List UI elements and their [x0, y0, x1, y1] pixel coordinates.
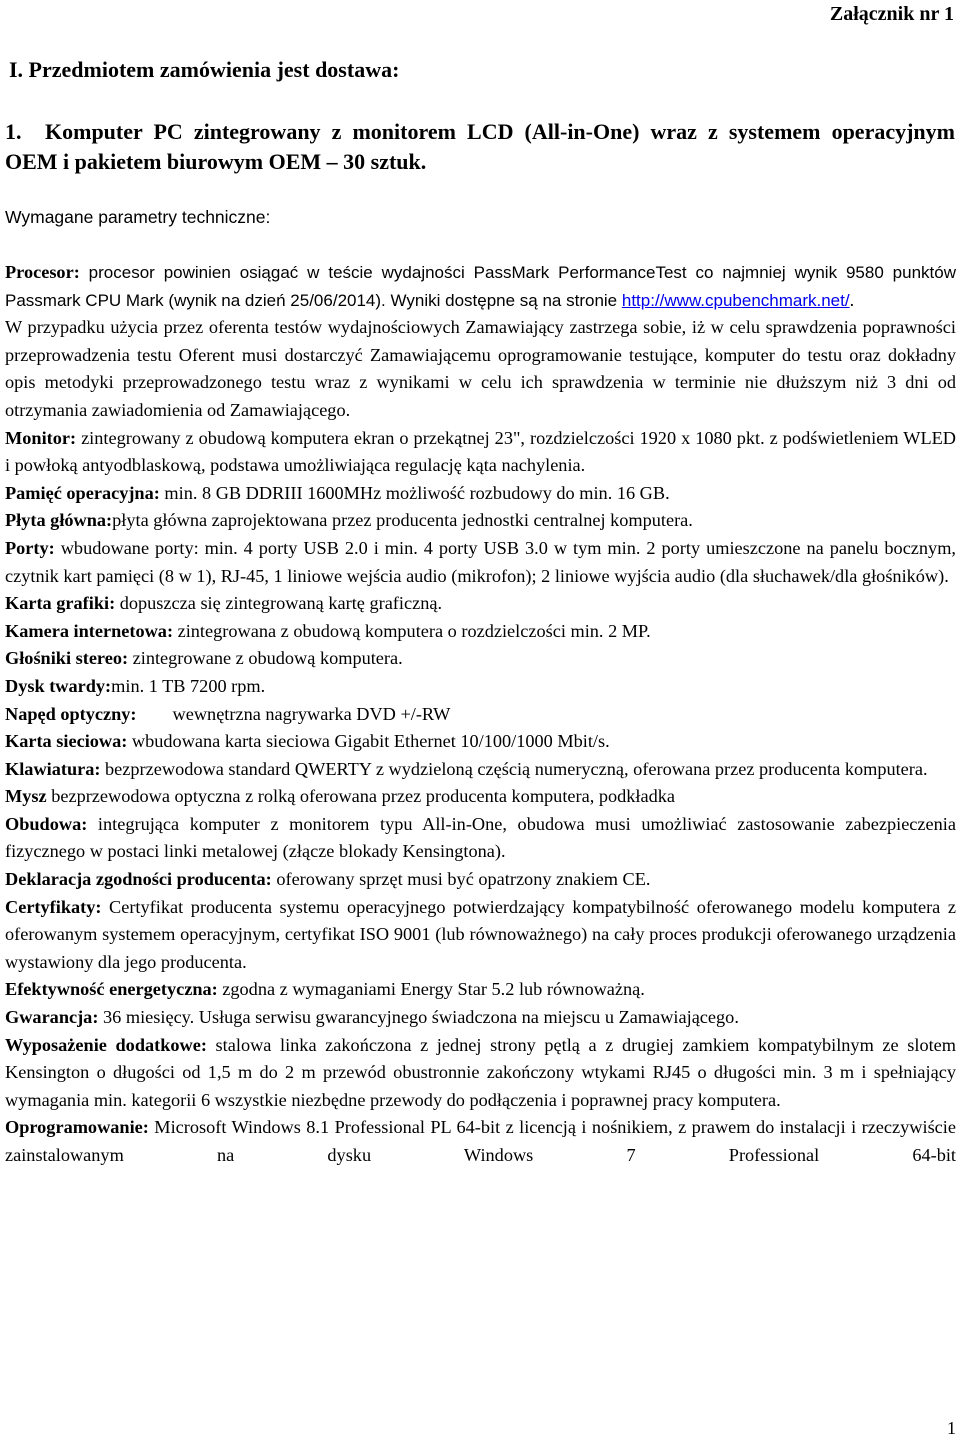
spec-processor	[5, 259, 956, 425]
spec-webcam	[5, 618, 956, 646]
spec-ram	[5, 480, 956, 508]
item-title: Komputer PC zintegrowany z monitorem LCD (All-in-One) wraz z systemem operacyjnym OEM i pakietem biurowym OEM – 30 sztuk.	[5, 119, 955, 174]
spec-network	[5, 728, 956, 756]
spec-text: zintegrowane z obudową komputera.	[128, 648, 403, 669]
spec-text: Microsoft Windows 8.1 Professional PL 64-bit z licencją i nośnikiem, z prawem do instalacji i rzeczywiście zainstalowanym na dysku Windows 7 Professional 64-bit	[5, 1117, 956, 1165]
spec-text: wbudowana karta sieciowa Gigabit Ethernet 10/100/1000 Mbit/s.	[127, 731, 610, 752]
spec-speakers	[5, 645, 956, 673]
spec-text: płyta główna zaprojektowana przez producenta jednostki centralnej komputera.	[112, 510, 693, 531]
spec-label: Klawiatura:	[5, 758, 101, 779]
spec-text: W przypadku użycia przez oferenta testów wydajnościowych Zamawiający zastrzega sobie, iż w celu sprawdzenia poprawności przeprowadzenia testu Oferent musi dostarczyć Zamawiającemu oprogramowanie testujące, komputer do testu oraz dokładny opis metodyki przeprowadzonego testu wraz z wynikami w celu ich sprawdzenia w terminie nie dłuższym niż 3 dni od otrzymania zawiadomienia od Zamawiającego.	[5, 317, 956, 420]
spec-label: Mysz	[5, 786, 47, 807]
spec-text: .	[849, 289, 855, 310]
section-title: I. Przedmiotem zamówienia jest dostawa:	[9, 57, 400, 82]
spec-label: Porty:	[5, 537, 55, 558]
item-number: 1.	[5, 119, 22, 144]
spec-label: Głośniki stereo:	[5, 648, 129, 669]
spec-text: min. 8 GB DDRIII 1600MHz możliwość rozbudowy do min. 16 GB.	[159, 482, 670, 503]
spec-label: Wyposażenie dodatkowe:	[5, 1034, 207, 1055]
spec-accessories	[5, 1032, 956, 1115]
spec-label: Obudowa:	[5, 813, 88, 834]
spec-text: Certyfikat producenta systemu operacyjnego potwierdzający kompatybilność oferowanego modelu komputera z oferowanym systemem operacyjnym, certyfikat ISO 9001 (lub równoważnego) na cały proces produkcji oferowanego urządzenia wystawiony dla jego producenta.	[5, 896, 956, 972]
annex-label: Załącznik nr 1	[829, 3, 954, 25]
spec-label: Oprogramowanie:	[5, 1117, 149, 1138]
spec-text: zgodna z wymaganiami Energy Star 5.2 lub równoważną.	[217, 979, 645, 1000]
spec-text: wewnętrzna nagrywarka DVD +/-RW	[172, 703, 451, 724]
spec-label: Pamięć operacyjna:	[5, 482, 160, 503]
spec-label: Gwarancja:	[5, 1007, 99, 1028]
spec-mouse	[5, 783, 956, 811]
spec-ports	[5, 535, 956, 590]
page-number: 1	[947, 1418, 956, 1438]
spec-certificates	[5, 894, 956, 977]
spec-text: 36 miesięcy. Usługa serwisu gwarancyjnego świadczona na miejscu u Zamawiającego.	[98, 1007, 739, 1028]
spec-keyboard	[5, 756, 956, 784]
specifications	[5, 259, 956, 1170]
spec-text: integrująca komputer z monitorem typu All-in-One, obudowa musi umożliwiać zastosowanie zabezpieczenia fizycznego w postaci linki metalowej (złącze blokady Kensingtona).	[5, 813, 956, 862]
spec-text: stalowa linka zakończona z jednej strony pętlą a z drugiej zamkiem kompatybilnym ze slotem Kensington o długości od 1,5 m do 2 m przewód obustronnie zakończony wtykami RJ45 o długości min. 3 m i spełniający wymagania min. kategorii 6 wszystkie niezbędne przewody do podłączenia i poprawnej pracy komputera.	[5, 1034, 956, 1110]
spec-graphics	[5, 590, 956, 618]
spec-motherboard	[5, 507, 956, 535]
spec-label: Procesor:	[5, 262, 80, 282]
spec-label: Kamera internetowa:	[5, 620, 174, 641]
spec-label: Deklaracja zgodności producenta:	[5, 869, 272, 890]
spec-label: Karta sieciowa:	[5, 731, 128, 752]
spec-monitor	[5, 425, 956, 480]
spec-text: min. 1 TB 7200 rpm.	[111, 675, 266, 696]
spec-text: dopuszcza się zintegrowaną kartę graficzną.	[115, 593, 443, 614]
spec-text: zintegrowany z obudową komputera ekran o przekątnej 23", rozdzielczości 1920 x 1080 pkt. z podświetleniem WLED i powłoką antyodblaskową, podstawa umożliwiająca regulację kąta nachylenia.	[5, 427, 956, 476]
spec-text: procesor powinien osiągać w teście wydajności PassMark PerformanceTest co najmniej wynik 9580 punktów Passmark CPU Mark (wynik na dzień 25/06/2014). Wyniki dostępne są na stronie	[5, 263, 956, 310]
spec-warranty	[5, 1004, 956, 1032]
spec-text: oferowany sprzęt musi być opatrzony znakiem CE.	[271, 869, 651, 890]
spec-text: wbudowane porty: min. 4 porty USB 2.0 i min. 4 porty USB 3.0 w tym min. 2 porty umieszczone na panelu bocznym, czytnik kart pamięci (8 w 1), RJ-45, 1 liniowe wejścia audio (mikrofon); 2 liniowe wyjścia audio (dla słuchawek/dla głośników).	[5, 537, 956, 586]
spec-label: Płyta główna:	[5, 510, 113, 531]
spec-label: Napęd optyczny:	[5, 703, 137, 724]
spec-optical	[5, 701, 956, 729]
spec-text: bezprzewodowa optyczna z rolką oferowana przez producenta komputera, podkładka	[46, 786, 676, 807]
spec-declaration	[5, 866, 956, 894]
spec-software	[5, 1114, 956, 1169]
spec-label: Monitor:	[5, 427, 77, 448]
item-heading	[5, 117, 955, 177]
spec-case	[5, 811, 956, 866]
cpubenchmark-link[interactable]: http://www.cpubenchmark.net/	[621, 290, 850, 310]
spec-hdd	[5, 673, 956, 701]
spec-energy	[5, 976, 956, 1004]
requirements-intro: Wymagane parametry techniczne:	[5, 207, 271, 227]
spec-text: zintegrowana z obudową komputera o rozdzielczości min. 2 MP.	[173, 620, 651, 641]
spec-label: Dysk twardy:	[5, 675, 112, 696]
spec-label: Efektywność energetyczna:	[5, 979, 218, 1000]
spec-text: bezprzewodowa standard QWERTY z wydzieloną częścią numeryczną, oferowana przez producenta komputera.	[100, 758, 928, 779]
spec-label: Karta grafiki:	[5, 593, 116, 614]
spec-label: Certyfikaty:	[5, 896, 102, 917]
